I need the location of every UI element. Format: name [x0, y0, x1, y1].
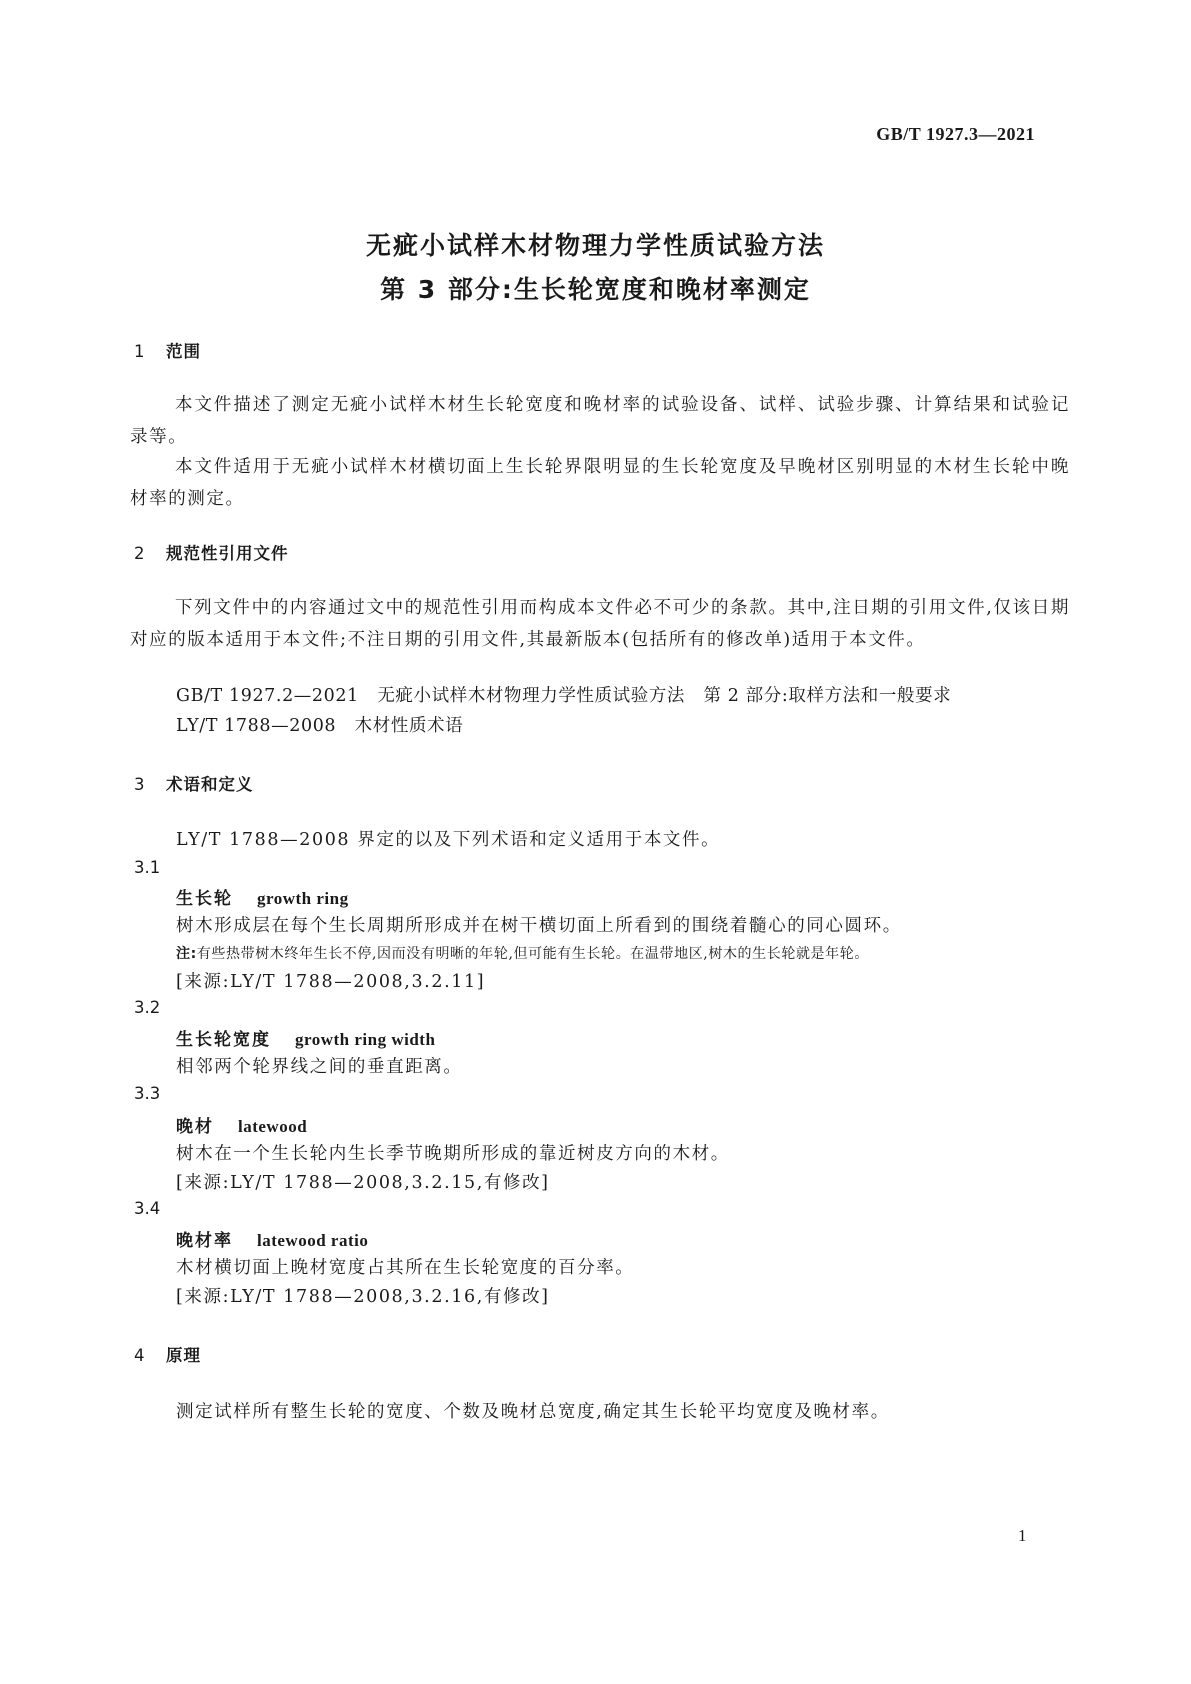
document-subtitle: 第 3 部分:生长轮宽度和晚材率测定 — [380, 275, 811, 304]
term-note — [176, 943, 869, 963]
term-zh: 生长轮宽度 — [176, 1030, 271, 1050]
term-zh: 生长轮 — [176, 889, 233, 909]
term-entry — [176, 1025, 435, 1050]
term-en: growth ring — [257, 889, 349, 908]
term-zh: 晚材 — [176, 1117, 214, 1137]
section-heading-normative-references — [134, 540, 289, 564]
section-number: 2 — [134, 544, 146, 563]
section-title: 原理 — [166, 1346, 201, 1365]
terms-intro: LY/T 1788—2008 界定的以及下列术语和定义适用于本文件。 — [176, 830, 721, 850]
term-definition: 木材横切面上晚材宽度占其所在生长轮宽度的百分率。 — [176, 1258, 635, 1278]
term-definition: 树木形成层在每个生长周期所形成并在树干横切面上所看到的围绕着髓心的同心圆环。 — [176, 916, 902, 936]
term-en: growth ring width — [295, 1030, 436, 1049]
section-number: 1 — [134, 342, 146, 361]
section-heading-scope — [134, 338, 201, 362]
term-source: [来源:LY/T 1788—2008,3.2.16,有修改] — [176, 1287, 550, 1307]
document-title: 无疵小试样木材物理力学性质试验方法 — [365, 231, 825, 260]
term-definition: 树木在一个生长轮内生长季节晚期所形成的靠近树皮方向的木材。 — [176, 1144, 730, 1164]
reference-item: LY/T 1788—2008 木材性质术语 — [176, 716, 464, 736]
term-number: 3.2 — [134, 998, 161, 1017]
term-source: [来源:LY/T 1788—2008,3.2.11] — [176, 972, 486, 992]
term-entry — [176, 884, 349, 909]
term-source: [来源:LY/T 1788—2008,3.2.15,有修改] — [176, 1173, 550, 1193]
term-en: latewood ratio — [257, 1231, 369, 1250]
term-zh: 晚材率 — [176, 1231, 233, 1251]
page-number: 1 — [1018, 1526, 1027, 1545]
section-number: 4 — [134, 1346, 146, 1365]
paragraph: 本文件适用于无疵小试样木材横切面上生长轮界限明显的生长轮宽度及早晚材区别明显的木材生长轮中晚材率的测定。 — [130, 457, 1070, 509]
term-number: 3.1 — [134, 858, 161, 877]
document-number: GB/T 1927.3—2021 — [876, 124, 1035, 144]
note-label: 注: — [176, 946, 197, 962]
reference-item: GB/T 1927.2—2021 无疵小试样木材物理力学性质试验方法 第 2 部分:取样方法和一般要求 — [176, 686, 952, 706]
section-number: 3 — [134, 775, 146, 794]
section-title: 术语和定义 — [166, 775, 254, 794]
section-heading-principle — [134, 1342, 201, 1366]
section-heading-terms — [134, 771, 254, 795]
paragraph: 本文件描述了测定无疵小试样木材生长轮宽度和晚材率的试验设备、试样、试验步骤、计算结果和试验记录等。 — [130, 395, 1070, 447]
note-text: 有些热带树木终年生长不停,因而没有明晰的年轮,但可能有生长轮。在温带地区,树木的生长轮就是年轮。 — [196, 946, 869, 962]
paragraph: 下列文件中的内容通过文中的规范性引用而构成本文件必不可少的条款。其中,注日期的引用文件,仅该日期对应的版本适用于本文件;不注日期的引用文件,其最新版本(包括所有的修改单)适用于本文件。 — [130, 598, 1070, 650]
paragraph: 测定试样所有整生长轮的宽度、个数及晚材总宽度,确定其生长轮平均宽度及晚材率。 — [176, 1402, 890, 1422]
term-entry — [176, 1112, 307, 1137]
term-number: 3.3 — [134, 1084, 161, 1103]
section-title: 规范性引用文件 — [166, 544, 289, 563]
term-en: latewood — [238, 1117, 308, 1136]
term-number: 3.4 — [134, 1199, 161, 1218]
term-entry — [176, 1226, 368, 1251]
section-title: 范围 — [166, 342, 201, 361]
term-definition: 相邻两个轮界线之间的垂直距离。 — [176, 1057, 463, 1077]
